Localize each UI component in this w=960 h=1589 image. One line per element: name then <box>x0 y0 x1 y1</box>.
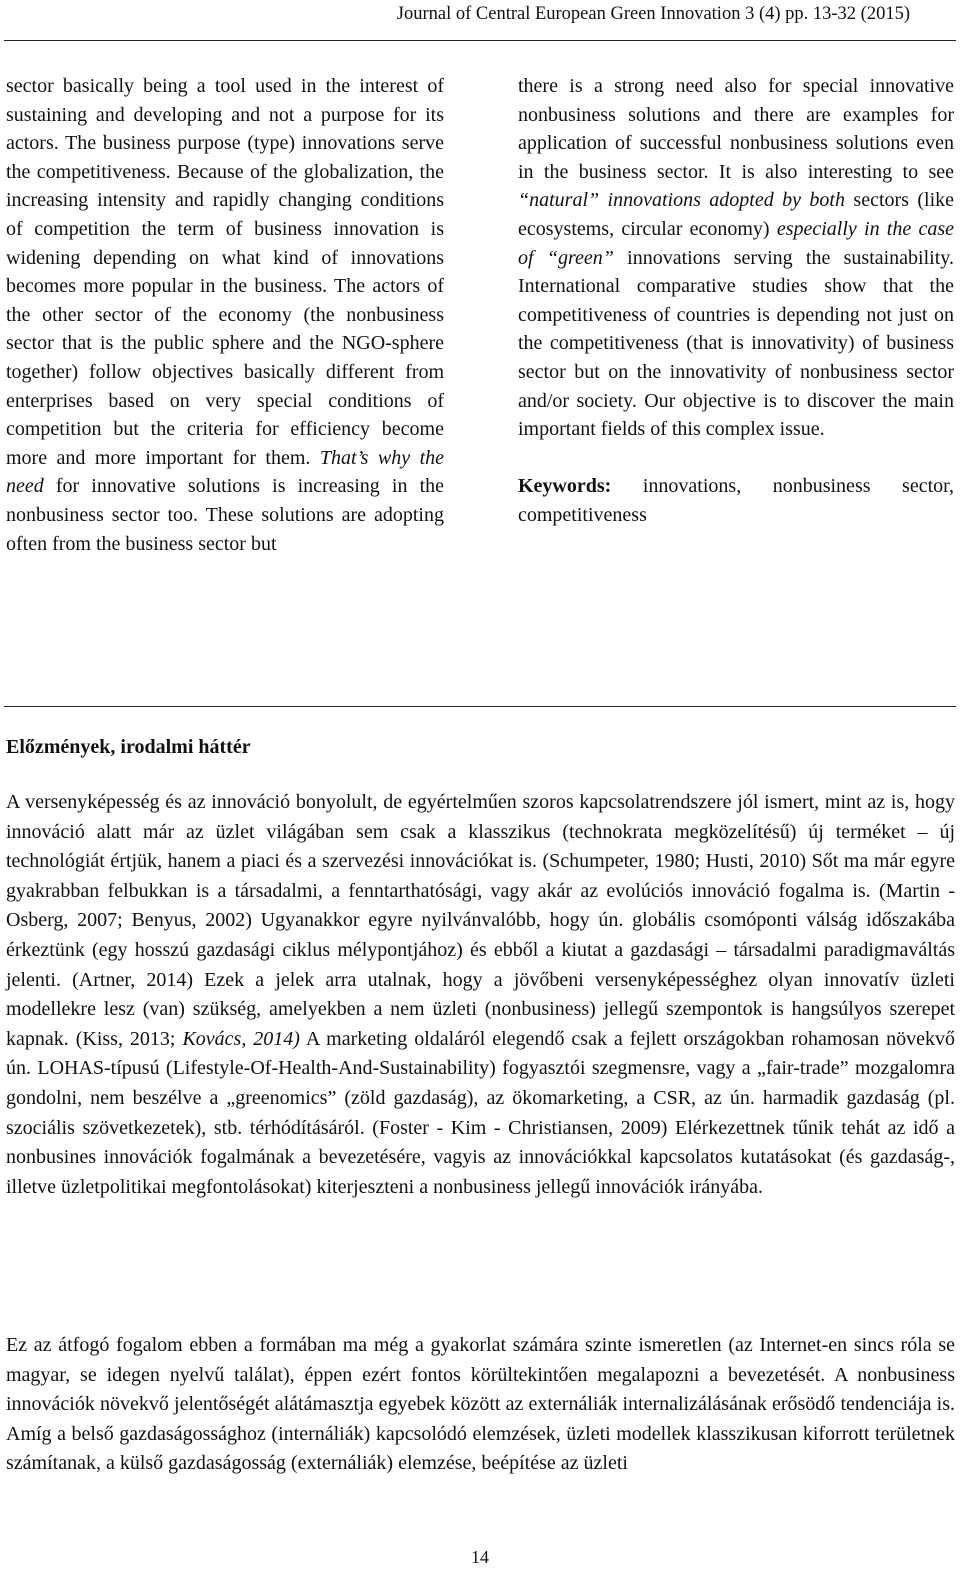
body-paragraph-2: Ez az átfogó fogalom ebben a formában ma még a gyakorlat számára szinte ismeretlen (az Internet-en sincs róla se magyar, se idegen nyelvű találat), éppen ezért fontos körültekintően megalapozni a bevezetését. A nonbusiness innovációk növekvő jelentőségét alátámasztja egyebek között az externáliák internalizálásának erősödő tendenciája is. Amíg a belső gazdaságossághoz (internáliák) kapcsolódó elemzések, üzleti modellek klasszikusan kiforrott területnek számítanak, a külső gazdaságosság (externáliák) elemzése, beépítése az üzleti <box>6 1334 955 1475</box>
abstract-left-text-a: sector basically being a tool used in the interest of sustaining and developing and not a purpose for its actors. The business purpose (type) innovations serve the competitiveness. Because of the globalization, the increasing intensity and rapidly changing conditions of competition the term of business innovation is widening depending on what kind of innovations becomes more popular in the business. The actors of the other sector of the economy (the nonbusiness sector that is the public sphere and the NGO-sphere together) follow objectives basically different from enterprises based on very special conditions of competition but the criteria for efficiency become more and more important for them. <box>6 75 444 469</box>
abstract-right-italic-d: especially in the case of “green” <box>518 217 954 269</box>
body-p1-text-c: A marketing oldaláról elegendő csak a fejlett országokban rohamosan növekvő ún. LOHAS-típusú (Lifestyle-Of-Health-And-Sustainability) fogyasztói szegmensre, vagy a „fair-trade” mozgalomra gondolni, nem beszélve a „greenomics” (zöld gazdaság), az ökomarketing, a CSR, az ún. harmadik gazdaság (pl. szociális szövetkezetek), stb. térhódításáról. (Foster - Kim - Christiansen, 2009) Elérkezettnek tűnik tehát az idő a nonbusines innovációk fogalmának a bevezetésére, vagyis az innovációkkal kapcsolatos kutatásokat (és gazdaság-, illetve üzletpolitikai megfontolásokat) kiterjeszteni a nonbusiness jellegű innovációk irányába. <box>6 1027 955 1198</box>
page-number: 14 <box>471 1547 489 1567</box>
keywords <box>518 472 954 529</box>
running-header: Journal of Central European Green Innovation 3 (4) pp. 13-32 (2015) <box>396 4 910 24</box>
section-divider <box>4 706 956 707</box>
keywords-label: Keywords: <box>518 475 612 498</box>
abstract-right-italic-b: “natural” innovations adopted by both <box>518 189 845 212</box>
header-divider <box>4 40 956 41</box>
body-p1-text-a: A versenyképesség és az innováció bonyolult, de egyértelműen szoros kapcsolatrendszere jól ismert, mint az is, hogy innováció alatt már az üzlet világában sem csak a klasszikus (technokrata megközelítésű) új terméket – új technológiát értjük, hanem a piaci és a szervezési innovációkat is. (Schumpeter, 1980; Husti, 2010) Sőt ma már egyre gyakrabban felbukkan is a társadalmi, a fenntarthatósági, vagy akár az evolúciós innováció fogalma is. (Martin - Osberg, 2007; Benyus, 2002) Ugyanakkor egyre nyilvánvalóbb, hogy ún. globális csomóponti válság időszakába érkeztünk (egy hosszú gazdasági ciklus mélypontjához) és ebből a kiutat a gazdasági – társadalmi paradigmaváltás jelenti. (Artner, 2014) Ezek a jelek arra utalnak, hogy a jövőbeni versenyképességhez olyan innovatív üzleti modellekre lesz (van) szükség, amelyekben a nem üzleti (nonbusiness) jellegű szempontok is hangsúlyos szerepet kapnak. (Kiss, 2013; <box>6 791 955 1050</box>
abstract-left-text-c: for innovative solutions is increasing in the nonbusiness sector too. These solutions are adopting often from the business sector but <box>6 475 445 555</box>
abstract-left-paragraph <box>6 72 444 558</box>
abstract-right-paragraph <box>518 72 954 444</box>
keywords-text: innovations, nonbusiness sector, competitiveness <box>518 475 954 526</box>
body-p1-italic-citation: Kovács, 2014) <box>182 1027 300 1050</box>
abstract-left-italic: That’s why the need <box>6 446 445 498</box>
abstract-left-column <box>6 72 444 558</box>
section-heading: Előzmények, irodalmi háttér <box>6 736 251 758</box>
abstract-right-column <box>518 72 954 530</box>
abstract-right-text-a: there is a strong need also for special innovative nonbusiness solutions and there are examples for application of successful nonbusiness solutions even in the business sector. It is also interesting to see <box>518 75 954 183</box>
body-paragraph-1 <box>6 788 955 1202</box>
abstract-right-text-e: innovations serving the sustainability. International comparative studies show that the competitiveness of countries is depending not just on the competitiveness (that is innovativity) of business sector but on the innovativity of nonbusiness sector and/or society. Our objective is to discover the main important fields of this complex issue. <box>518 246 954 441</box>
abstract-right-text-c: sectors (like ecosystems, circular economy) <box>518 189 955 240</box>
